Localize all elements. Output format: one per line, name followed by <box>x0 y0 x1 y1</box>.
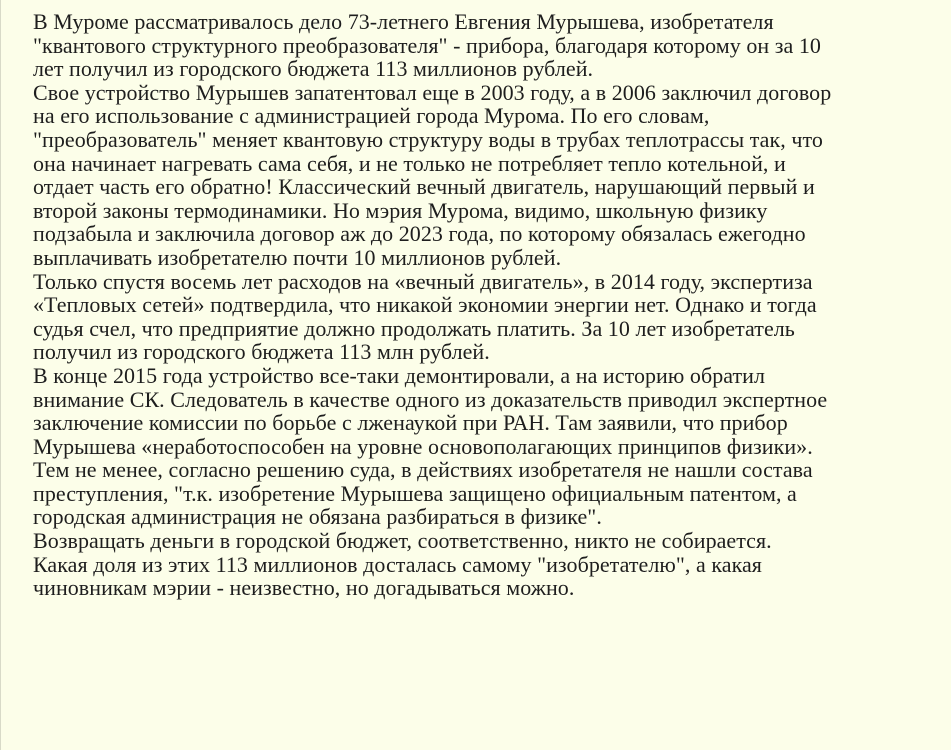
text-line: В конце 2015 года устройство все-таки демонтировали, а на историю обратил <box>33 362 766 388</box>
paragraph-investigation <box>33 364 933 529</box>
text-line: лет получил из городского бюджета 113 миллионов рублей. <box>33 56 594 82</box>
text-line: городская администрация не обязана разбираться в физике". <box>33 504 602 530</box>
text-line: Тем не менее, согласно решению суда, в действиях изобретателя не нашли состава <box>33 457 813 483</box>
text-line: преступления, "т.к. изобретение Мурышева защищено официальным патентом, а <box>33 480 797 506</box>
text-line: получил из городского бюджета 113 млн рублей. <box>33 339 490 365</box>
text-line: она начинает нагревать сама себя, и не только не потребляет тепло котельной, и <box>33 150 786 176</box>
text-line: внимание СК. Следователь в качестве одного из доказательств приводил экспертное <box>33 386 828 412</box>
text-line: "квантового структурного преобразователя" - прибора, благодаря которому он за 10 <box>33 32 821 58</box>
text-line: отдает часть его обратно! Классический вечный двигатель, нарушающий первый и <box>33 174 815 200</box>
paragraph-patent <box>33 81 933 270</box>
text-line: Возвращать деньги в городской бюджет, соответственно, никто не собирается. <box>33 528 772 554</box>
paragraph-intro <box>33 10 933 81</box>
article-text <box>33 10 933 600</box>
text-line: Мурышева «неработоспособен на уровне основополагающих принципов физики». <box>33 433 813 459</box>
text-line: судья счел, что предприятие должно продолжать платить. За 10 лет изобретатель <box>33 315 795 341</box>
paragraph-refund <box>33 529 933 553</box>
text-line: Какая доля из этих 113 миллионов досталась самому "изобретателю", а какая <box>33 551 762 577</box>
text-line: «Тепловых сетей» подтвердила, что никакой экономии энергии нет. Однако и тогда <box>33 292 817 318</box>
text-line: заключение комиссии по борьбе с лженаукой при РАН. Там заявили, что прибор <box>33 410 788 436</box>
text-line: чиновникам мэрии - неизвестно, но догадываться можно. <box>33 575 575 601</box>
text-line: подзабыла и заключила договор аж до 2023 года, по которому обязалась ежегодно <box>33 221 806 247</box>
text-line: В Муроме рассматривалось дело 73-летнего Евгения Мурышева, изобретателя <box>33 9 774 34</box>
paragraph-expertise <box>33 270 933 364</box>
paragraph-conclusion <box>33 553 933 600</box>
text-line: на его использование с администрацией города Мурома. По его словам, <box>33 103 710 129</box>
text-line: Только спустя восемь лет расходов на «вечный двигатель», в 2014 году, экспертиза <box>33 268 813 294</box>
text-line: выплачивать изобретателю почти 10 миллионов рублей. <box>33 244 562 270</box>
text-line: Свое устройство Мурышев запатентовал еще в 2003 году, а в 2006 заключил договор <box>33 79 832 105</box>
text-line: "преобразователь" меняет квантовую структуру воды в трубах теплотрассы так, что <box>33 126 823 152</box>
text-line: второй законы термодинамики. Но мэрия Мурома, видимо, школьную физику <box>33 197 768 223</box>
